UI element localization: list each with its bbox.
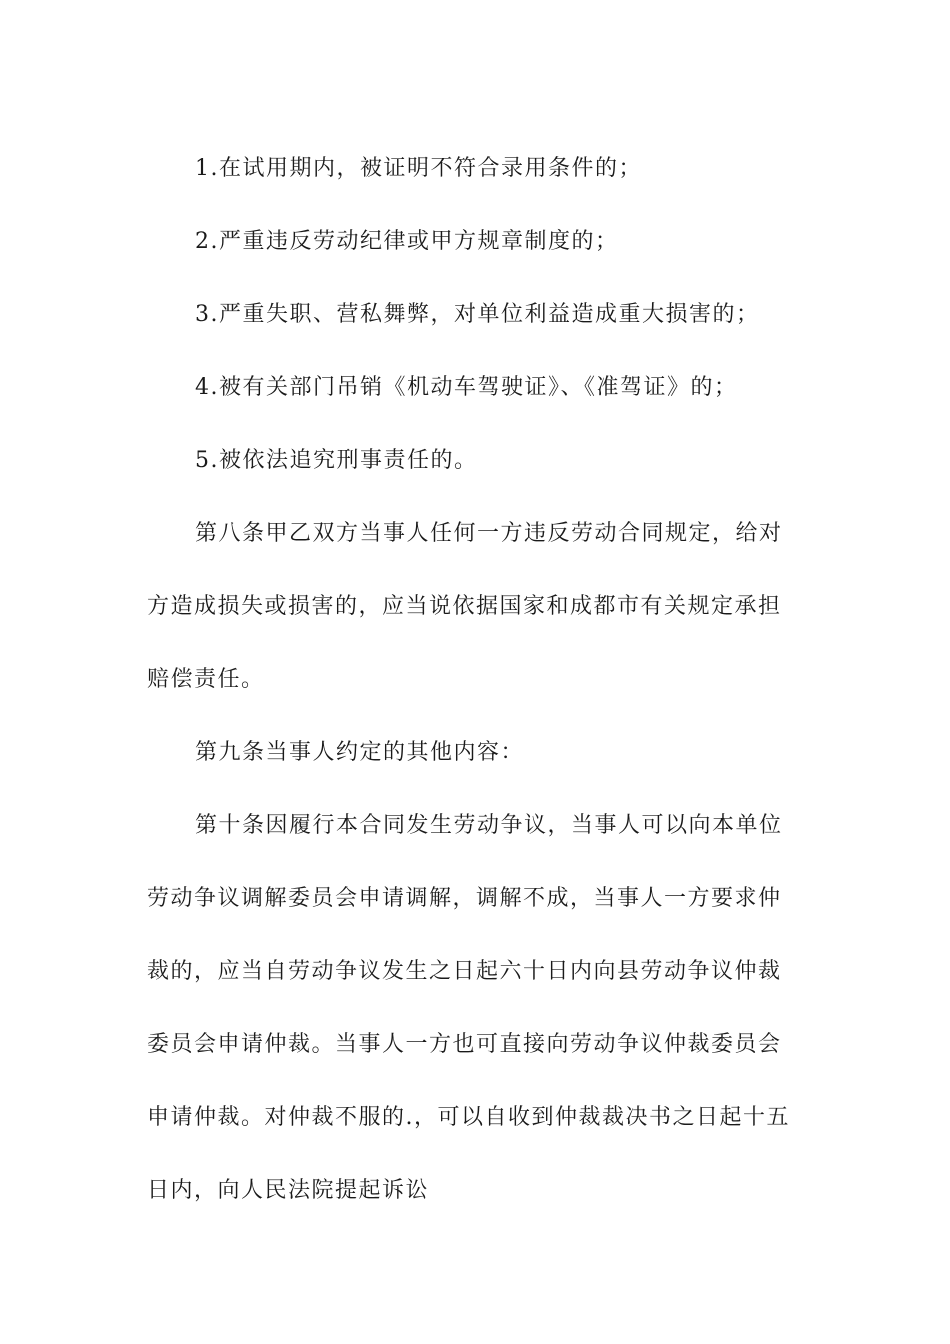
article-8-line-3: 赔偿责任。 — [147, 667, 265, 692]
clause-item-2: 2.严重违反劳动纪律或甲方规章制度的； — [195, 229, 619, 254]
clause-item-4: 4.被有关部门吊销《机动车驾驶证》、《准驾证》的； — [195, 375, 738, 400]
article-10-line-1: 第十条因履行本合同发生劳动争议，当事人可以向本单位 — [195, 813, 783, 838]
clause-item-3: 3.严重失职、营私舞弊，对单位利益造成重大损害的； — [195, 302, 760, 327]
article-9-line-1: 第九条当事人约定的其他内容： — [195, 740, 525, 765]
article-10-line-5: 申请仲裁。对仲裁不服的.，可以自收到仲裁裁决书之日起十五 — [147, 1105, 790, 1130]
clause-item-5: 5.被依法追究刑事责任的。 — [195, 448, 478, 473]
article-10-line-4: 委员会申请仲裁。当事人一方也可直接向劳动争议仲裁委员会 — [147, 1032, 782, 1057]
article-10-line-3: 裁的，应当自劳动争议发生之日起六十日内向县劳动争议仲裁 — [147, 959, 782, 984]
article-8-line-2: 方造成损失或损害的，应当说依据国家和成都市有关规定承担 — [147, 594, 782, 619]
clause-item-1: 1.在试用期内，被证明不符合录用条件的； — [195, 156, 642, 181]
article-10-line-6: 日内，向人民法院提起诉讼 — [147, 1178, 430, 1203]
article-10-line-2: 劳动争议调解委员会申请调解，调解不成，当事人一方要求仲 — [147, 886, 782, 911]
article-8-line-1: 第八条甲乙双方当事人任何一方违反劳动合同规定，给对 — [195, 521, 783, 546]
document-body — [147, 132, 807, 1227]
